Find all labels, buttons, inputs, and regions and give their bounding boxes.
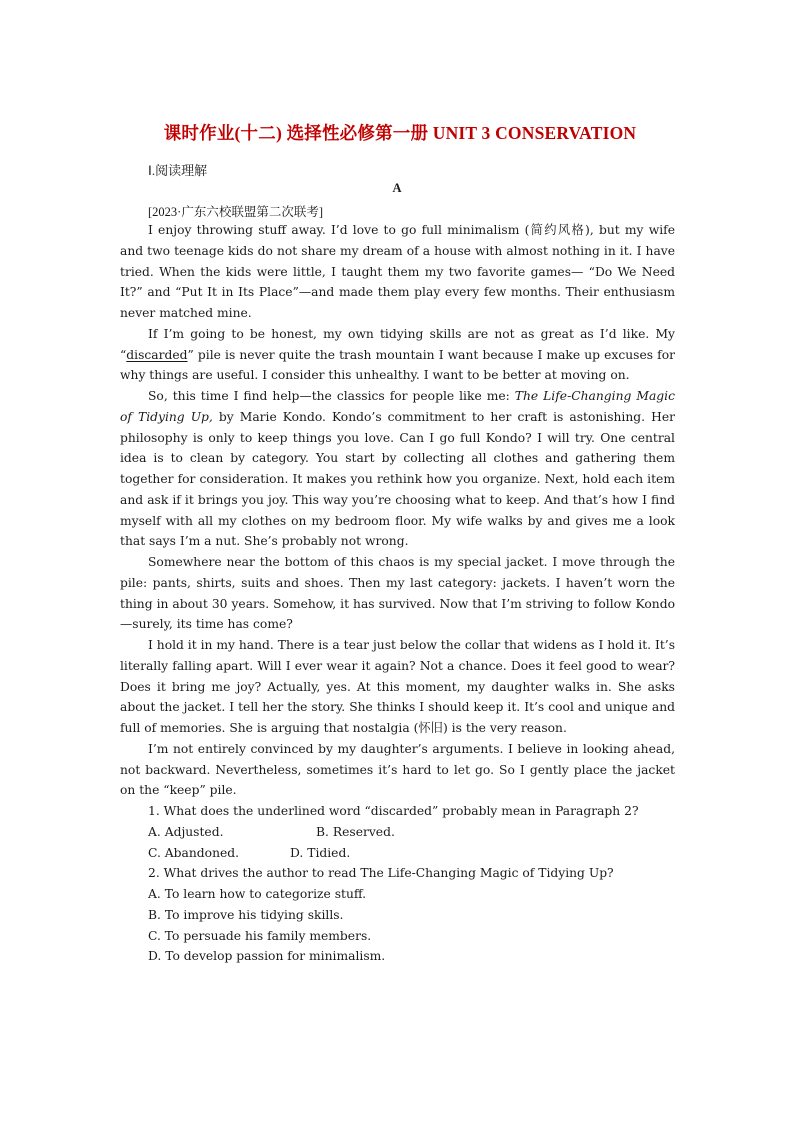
question-1-option-a: A. Adjusted. [148, 824, 224, 839]
paragraph-1: I enjoy throwing stuff away. I’d love to go full minimalism (简约风格), but my wife and two teenage kids do not share my dream of a house with almost nothing in it. I have tried. When the kids were little, I taught them my two favorite games— “Do We Need It?” and “Put It in Its Place”—and made them play every few months. Their enthusiasm never matched mine. [120, 223, 675, 320]
book-title: The Life-Changing Magic of Tidying Up, [120, 389, 675, 424]
passage-source: [2023·广东六校联盟第二次联考] [148, 205, 323, 219]
question-2-option-b: B. To improve his tidying skills. [148, 907, 344, 922]
passage-body [120, 220, 675, 967]
question-1-option-d: D. Tidied. [290, 845, 351, 860]
question-2-stem: 2. What drives the author to read The Life-Changing Magic of Tidying Up? [148, 866, 614, 881]
question-1-options-row-1 [120, 822, 675, 843]
question-1-options-row-2 [120, 843, 675, 864]
question-2-option-a: A. To learn how to categorize stuff. [148, 887, 367, 901]
paragraph-6: I’m not entirely convinced by my daughter’s arguments. I believe in looking ahead, not backward. Nevertheless, sometimes it’s hard to let go. So I gently place the jacket on the “keep” pile. [120, 741, 675, 798]
paragraph-2 [120, 324, 675, 386]
question-1-stem: 1. What does the underlined word “discarded” probably mean in Paragraph 2? [148, 804, 639, 818]
question-2-option-d: D. To develop passion for minimalism. [148, 949, 386, 964]
passage-label: A [392, 181, 402, 195]
paragraph-5: I hold it in my hand. There is a tear just below the collar that widens as I hold it. It’s literally falling apart. Will I ever wear it again? Not a chance. Does it feel good to wear? Does it bring me joy? Actually, yes. At this moment, my daughter walks in. She asks about the jacket. I tell her the story. She thinks I should keep it. It’s cool and unique and full of memories. She is arguing that nostalgia (怀旧) is the very reason. [120, 638, 675, 735]
paragraph-3-end: by Marie Kondo. Kondo’s commitment to her craft is astonishing. Her philosophy is only to keep things you love. Can I go full Kondo? I will try. One central idea is to clean by category. You start by collecting all clothes and gathering them together for consideration. It makes you rethink how you organize. Next, hold each item and ask if it brings you joy. This way you’re choosing what to keep. And that’s how I find myself with all my clothes on my bedroom floor. My wife walks by and gives me a look that says I’m a nut. She’s probably not wrong. [120, 409, 675, 549]
paragraph-3 [120, 386, 675, 552]
worksheet-title: 课时作业(十二) 选择性必修第一册 UNIT 3 CONSERVATION [163, 123, 637, 143]
question-2-option-c: C. To persuade his family members. [148, 928, 372, 943]
section-heading: Ⅰ.阅读理解 [148, 163, 208, 178]
paragraph-2-start: If I’m going to be honest, my own tidying skills are not as great as I’d like. My “ [120, 326, 675, 362]
paragraph-2-end: ” pile is never quite the trash mountain I want because I make up excuses for why things are useful. I consider this unhealthy. I want to be better at moving on. [120, 347, 675, 383]
question-1-option-c: C. Abandoned. [148, 845, 240, 860]
question-1-option-b: B. Reserved. [316, 824, 395, 839]
paragraph-4: Somewhere near the bottom of this chaos is my special jacket. I move through the pile: pants, shirts, suits and shoes. Then my last category: jackets. I haven’t worn the thing in about 30 years. Somehow, it has survived. Now that I’m striving to follow Kondo—surely, its time has come? [120, 555, 675, 632]
paragraph-3-start: So, this time I find help—the classics for people like me: [148, 389, 515, 403]
underlined-word: discarded [126, 347, 188, 362]
